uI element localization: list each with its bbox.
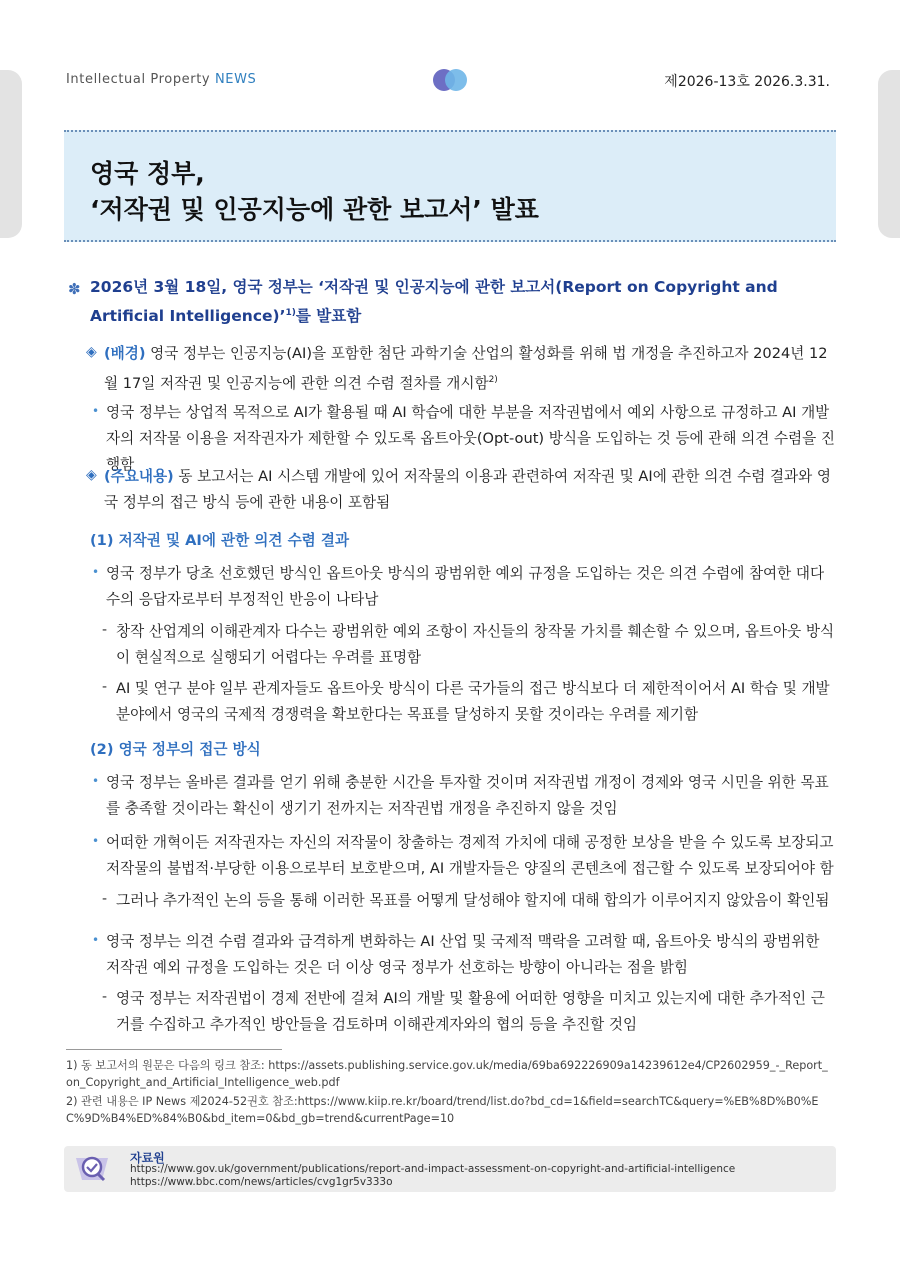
dash-bullet-icon: - xyxy=(102,679,108,695)
section2-bullet1: 영국 정부는 올바른 결과를 얻기 위해 충분한 시간을 투자할 것이며 저작권법 개정이 경제와 영국 시민을 위한 목표를 충족할 것이라는 확신이 생기기 전까지는 저작권법 개정을 추진하지 않을 것임 xyxy=(106,774,829,817)
page-title-line2: ‘저작권 및 인공지능에 관한 보고서’ 발표 xyxy=(90,195,539,224)
footnote-divider xyxy=(66,1049,282,1050)
brand-label xyxy=(66,72,256,87)
page-title-line1: 영국 정부, xyxy=(90,159,205,188)
source-link-1[interactable]: https://www.gov.uk/government/publications/report-and-impact-assessment-on-copyright-and-artificial-intelligence xyxy=(130,1163,736,1175)
background-paragraph: (배경) 영국 정부는 인공지능(AI)을 포함한 첨단 과학기술 산업의 활성화를 위해 법 개정을 추진하고자 2024년 12월 17일 저작권 및 인공지능에 관한 의견 수렴 절차를 개시함$^{2)}$ xyxy=(104,345,828,392)
brand-property: Property xyxy=(150,72,211,87)
background-bullet: 영국 정부는 상업적 목적으로 AI가 활용될 때 AI 학습에 대한 부분을 저작권법에서 예외 사항으로 규정하고 AI 개발자의 저작물 이용을 저작권자가 제한할 수 있도록 옵트아웃(Opt-out) 방식을 도입하는 것 등에 관해 의견 수렴을 진행함 xyxy=(106,404,835,473)
dash-bullet-icon: - xyxy=(102,622,108,638)
puzzle-flower-icon: ✽ xyxy=(68,280,81,298)
bullet-dot-icon: • xyxy=(92,933,100,947)
bullet-dot-icon: • xyxy=(92,565,100,579)
section1-dash1: 창작 산업계의 이해관계자 다수는 광범위한 예외 조항이 자신들의 창작물 가치를 훼손할 수 있으며, 옵트아웃 방식이 현실적으로 실행되기 어렵다는 우려를 표명함 xyxy=(116,623,835,666)
section1-dash2: AI 및 연구 분야 일부 관계자들도 옵트아웃 방식이 다른 국가들의 접근 방식보다 더 제한적이어서 AI 학습 및 개발 분야에서 영국의 국제적 경쟁력을 확보한다는 목표를 달성하지 못할 것이라는 우려를 제기함 xyxy=(116,680,830,723)
diamond-bullet-icon: ◈ xyxy=(86,467,97,483)
source-link-2[interactable]: https://www.bbc.com/news/articles/cvg1gr5v333o xyxy=(130,1176,393,1188)
right-side-tab xyxy=(878,70,900,238)
dash-bullet-icon: - xyxy=(102,989,108,1005)
issue-number: 제2026-13호 2026.3.31. xyxy=(664,74,830,90)
section2-bullet2: 어떠한 개혁이든 저작권자는 자신의 저작물이 창출하는 경제적 가치에 대해 공정한 보상을 받을 수 있도록 보장되고 저작물의 불법적·부당한 이용으로부터 보호받으며, AI 개발자들은 양질의 콘텐츠에 접근할 수 있도록 보장되어야 함 xyxy=(106,834,834,877)
logo-icon xyxy=(433,69,469,91)
source-box xyxy=(64,1146,836,1192)
dash-bullet-icon: - xyxy=(102,891,108,907)
section2-heading: (2) 영국 정부의 접근 방식 xyxy=(90,741,261,758)
lead-paragraph: 2026년 3월 18일, 영국 정부는 ‘저작권 및 인공지능에 관한 보고서(Report on Copyright and Artificial Intelligence)’$^{1)}$를 발표함 xyxy=(90,278,778,326)
bullet-dot-icon: • xyxy=(92,404,100,418)
magnifier-check-icon xyxy=(72,1150,112,1188)
footnote-1: 1) 동 보고서의 원문은 다음의 링크 참조: https://assets.publishing.service.gov.uk/media/69ba692226909a14239612e4/CP2602959_-_Report_on_Copyright_and_Artificial_Intelligence_web.pdf xyxy=(66,1059,828,1089)
title-box xyxy=(64,130,836,242)
section1-heading: (1) 저작권 및 AI에 관한 의견 수렴 결과 xyxy=(90,532,350,549)
source-title: 자료원 xyxy=(130,1151,165,1165)
bullet-dot-icon: • xyxy=(92,774,100,788)
left-side-tab xyxy=(0,70,22,238)
section2-bullet3: 영국 정부는 의견 수렴 결과와 급격하게 변화하는 AI 산업 및 국제적 맥락을 고려할 때, 옵트아웃 방식의 광범위한 저작권 예외 규정을 도입하는 것은 더 이상 영국 정부가 선호하는 방향이 아니라는 점을 밝힘 xyxy=(106,933,820,976)
bullet-dot-icon: • xyxy=(92,834,100,848)
brand-news: NEWS xyxy=(214,72,257,87)
footnote-2: 2) 관련 내용은 IP News 제2024-52권호 참조:https://www.kiip.re.kr/board/trend/list.do?bd_cd=1&field=searchTC&query=%EB%8D%B0%EC%9D%B4%ED%84%B0&bd_item=0&bd_gb=trend&currentPage=10 xyxy=(66,1095,819,1125)
main-content-paragraph: (주요내용) 동 보고서는 AI 시스템 개발에 있어 저작물의 이용과 관련하여 저작권 및 AI에 관한 의견 수렴 결과와 영국 정부의 접근 방식 등에 관한 내용이 포함됨 xyxy=(104,468,831,511)
section2-dash2: 영국 정부는 저작권법이 경제 전반에 걸쳐 AI의 개발 및 활용에 어떠한 영향을 미치고 있는지에 대한 추가적인 근거를 수집하고 추가적인 방안들을 검토하며 이해관계자와의 협의 등을 추진할 것임 xyxy=(116,990,825,1033)
brand-intellectual: Intellectual xyxy=(66,72,146,87)
section1-bullet: 영국 정부가 당초 선호했던 방식인 옵트아웃 방식의 광범위한 예외 규정을 도입하는 것은 의견 수렴에 참여한 대다수의 응답자로부터 부정적인 반응이 나타남 xyxy=(106,565,825,608)
section2-dash1: 그러나 추가적인 논의 등을 통해 이러한 목표를 어떻게 달성해야 할지에 대해 합의가 이루어지지 않았음이 확인됨 xyxy=(116,892,830,909)
diamond-bullet-icon: ◈ xyxy=(86,344,97,360)
